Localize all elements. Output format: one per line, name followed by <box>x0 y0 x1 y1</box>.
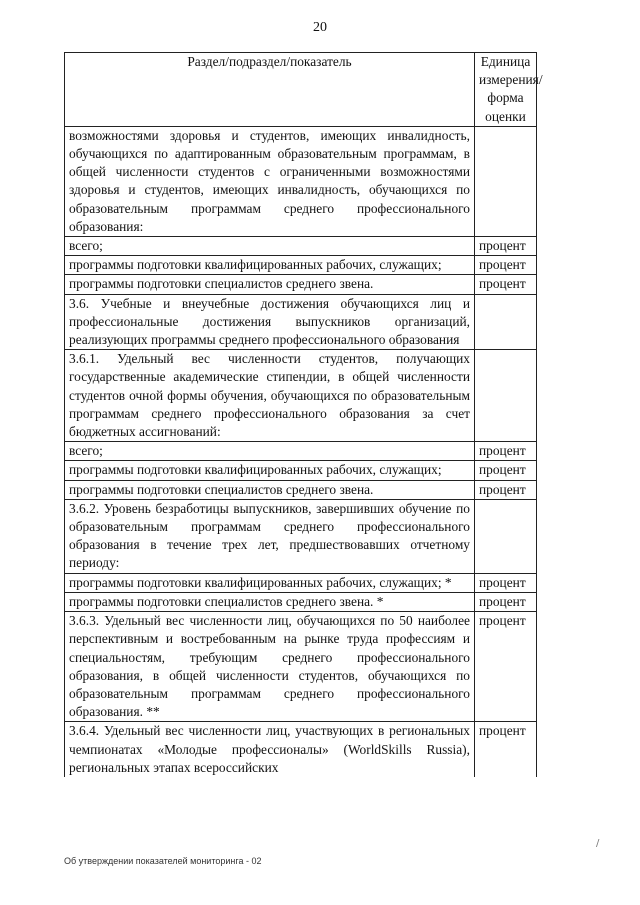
indicator-text: возможностями здоровья и студентов, имеющих инвалидность, обучающихся по адаптированным образовательным программам, в общей численности студентов с ограниченными возможностями здоровья и студентов, имеющих инвалидность, обучающихся по образовательным программам среднего профессионального образования: <box>65 126 475 236</box>
table-row <box>65 480 537 499</box>
unit-cell: процент <box>475 612 537 722</box>
indicator-text: 3.6.3. Удельный вес численности лиц, обучающихся по 50 наиболее перспективным и востребованным на рынке труда профессиям и специальностям, требующим среднего профессионального образования, в общей численности студентов, обучающихся по образовательным программам среднего профессионального образования. ** <box>65 612 475 722</box>
table-row <box>65 237 537 256</box>
table-row <box>65 126 537 236</box>
indicator-text: программы подготовки специалистов среднего звена. * <box>65 592 475 611</box>
table-row <box>65 256 537 275</box>
unit-cell <box>475 126 537 236</box>
unit-cell <box>475 499 537 573</box>
indicator-text: программы подготовки квалифицированных рабочих, служащих; * <box>65 573 475 592</box>
document-footer: Об утверждении показателей мониторинга - 02 <box>64 856 262 866</box>
indicator-text: 3.6.4. Удельный вес численности лиц, участвующих в региональных чемпионатах «Молодые профессионалы» (WorldSkills Russia), региональных этапах всероссийских <box>65 722 475 777</box>
unit-cell: процент <box>475 442 537 461</box>
table-row <box>65 612 537 722</box>
margin-mark: / <box>596 838 600 849</box>
unit-cell: процент <box>475 275 537 294</box>
indicator-text: программы подготовки специалистов среднего звена. <box>65 275 475 294</box>
unit-cell: процент <box>475 573 537 592</box>
unit-cell: процент <box>475 480 537 499</box>
indicator-text: всего; <box>65 237 475 256</box>
unit-cell <box>475 294 537 350</box>
table-row <box>65 350 537 442</box>
page-number: 20 <box>313 20 327 35</box>
indicator-text: 3.6.2. Уровень безработицы выпускников, завершивших обучение по образовательным программам среднего профессионального образования в течение трех лет, предшествовавших отчетному периоду: <box>65 499 475 573</box>
indicator-text: всего; <box>65 442 475 461</box>
indicator-text: 3.6.1. Удельный вес численности студентов, получающих государственные академические стипендии, в общей численности студентов очной формы обучения, обучающихся по образовательным программам среднего профессионального образования за счет бюджетных ассигнований: <box>65 350 475 442</box>
indicators-table <box>64 52 543 777</box>
unit-cell: процент <box>475 722 537 777</box>
indicator-text: программы подготовки специалистов среднего звена. <box>65 480 475 499</box>
table-row <box>65 275 537 294</box>
header-section-indicator: Раздел/подраздел/показатель <box>65 53 475 127</box>
table-row <box>65 499 537 573</box>
unit-cell: процент <box>475 237 537 256</box>
unit-cell <box>475 350 537 442</box>
header-unit-form: Единица измерения/ форма оценки <box>475 53 537 127</box>
table-row <box>65 722 537 777</box>
indicator-text: программы подготовки квалифицированных рабочих, служащих; <box>65 256 475 275</box>
table-row <box>65 573 537 592</box>
table-row <box>65 592 537 611</box>
unit-cell: процент <box>475 461 537 480</box>
table-row <box>65 294 537 350</box>
table-row <box>65 442 537 461</box>
unit-cell: процент <box>475 592 537 611</box>
unit-cell: процент <box>475 256 537 275</box>
indicator-text: 3.6. Учебные и внеучебные достижения обучающихся лиц и профессиональные достижения выпускников организаций, реализующих программы среднего профессионального образования <box>65 294 475 350</box>
indicator-text: программы подготовки квалифицированных рабочих, служащих; <box>65 461 475 480</box>
table-header-row <box>65 53 537 127</box>
table-row <box>65 461 537 480</box>
